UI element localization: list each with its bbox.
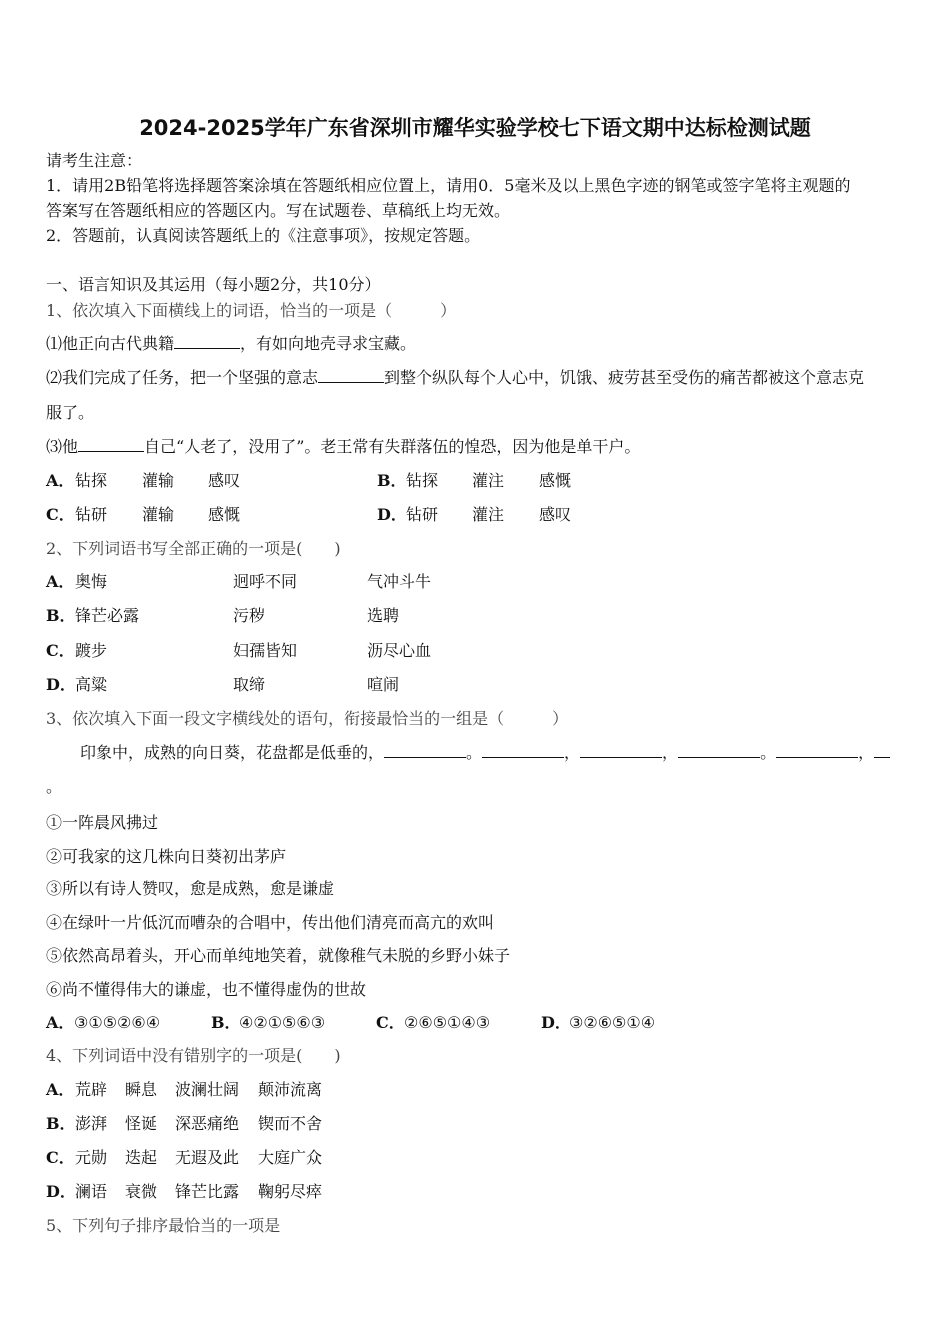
option-word: 鞠躬尽瘁	[258, 1182, 323, 1201]
q3-sentence: ⑥尚不懂得伟大的谦虚，也不懂得虚伪的世故	[46, 980, 367, 999]
option-word: 钻研	[406, 505, 439, 524]
option-label: B．	[46, 606, 76, 625]
option-word: 气冲斗牛	[367, 572, 432, 591]
notice-item-2: 2．答题前，认真阅读答题纸上的《注意事项》，按规定答题。	[46, 226, 481, 245]
option-word: 沥尽心血	[367, 641, 432, 660]
option-word: 大庭广众	[258, 1148, 323, 1167]
blank	[776, 743, 858, 758]
blank	[318, 368, 384, 383]
q1-sentence-2-cont: 服了。	[46, 403, 95, 422]
option-label: D．	[541, 1013, 571, 1032]
q3-sentence: ②可我家的这几株向日葵初出茅庐	[46, 847, 287, 866]
option-word: 奥悔	[75, 572, 108, 591]
option-label: D．	[46, 1182, 76, 1201]
punct: ，	[564, 743, 581, 762]
q3-sentence: ④在绿叶一片低沉而嘈杂的合唱中，传出他们清亮而高亢的欢叫	[46, 913, 495, 932]
option-word: 深恶痛绝	[175, 1114, 240, 1133]
option-word: 感叹	[208, 471, 241, 490]
option-word: 波澜壮阔	[175, 1080, 240, 1099]
option-word: 感慨	[208, 505, 241, 524]
page-title: 2024-2025学年广东省深圳市耀华实验学校七下语文期中达标检测试题	[139, 116, 811, 140]
option-word: 感叹	[539, 505, 572, 524]
option-word: 衰微	[125, 1182, 158, 1201]
option-word: 锋芒比露	[175, 1182, 240, 1201]
option-word: 高粱	[75, 675, 108, 694]
q3-sentence: ⑤依然高昂着头，开心而单纯地笑着，就像稚气未脱的乡野小妹子	[46, 946, 511, 965]
option-word: 颠沛流离	[258, 1080, 323, 1099]
notice-heading: 请考生注意：	[46, 151, 143, 170]
q3-passage	[80, 743, 890, 763]
text: ，有如向地壳寻求宝藏。	[240, 334, 417, 353]
option-word: 钻研	[75, 505, 108, 524]
option-label: C．	[376, 1013, 405, 1032]
option-label: B．	[377, 471, 407, 490]
option-label: B．	[211, 1013, 241, 1032]
option-value: ③②⑥⑤①④	[569, 1013, 656, 1032]
option-word: 灌注	[472, 505, 505, 524]
question-2-stem: 2、下列词语书写全部正确的一项是( )	[46, 539, 341, 558]
q1-sentence-2	[46, 368, 864, 388]
option-word: 元勋	[75, 1148, 108, 1167]
punct: ，	[662, 743, 679, 762]
option-label: C．	[46, 641, 75, 660]
blank	[874, 743, 890, 758]
option-label: D．	[377, 505, 407, 524]
question-4-stem: 4、下列词语中没有错别字的一项是( )	[46, 1046, 341, 1065]
option-value: ②⑥⑤①④③	[404, 1013, 491, 1032]
option-label: B．	[46, 1114, 76, 1133]
option-value: ④②①⑤⑥③	[239, 1013, 326, 1032]
blank	[174, 334, 240, 349]
option-word: 迭起	[125, 1148, 158, 1167]
question-1-stem: 1、依次填入下面横线上的词语，恰当的一项是（ ）	[46, 301, 457, 320]
text: ⑶他	[46, 437, 79, 456]
q3-sentence: ①一阵晨风拂过	[46, 813, 159, 832]
text: ⑴他正向古代典籍	[46, 334, 175, 353]
option-label: A．	[46, 1013, 75, 1032]
option-label: A．	[46, 572, 75, 591]
text: 到整个纵队每个人心中，饥饿、疲劳甚至受伤的痛苦都被这个意志克	[384, 368, 865, 387]
option-label: A．	[46, 1080, 75, 1099]
blank	[78, 437, 144, 452]
q1-sentence-3	[46, 437, 640, 457]
option-word: 灌注	[472, 471, 505, 490]
option-word: 无遐及此	[175, 1148, 240, 1167]
blank	[678, 743, 760, 758]
text: 自己“人老了，没用了”。老王常有失群落伍的惶恐，因为他是单干户。	[144, 437, 641, 456]
option-word: 妇孺皆知	[233, 641, 298, 660]
text: 印象中，成熟的向日葵，花盘都是低垂的，	[80, 743, 385, 762]
option-word: 污秽	[233, 606, 266, 625]
question-3-stem: 3、依次填入下面一段文字横线处的语句，衔接最恰当的一组是（ ）	[46, 709, 569, 728]
option-word: 荒辟	[75, 1080, 108, 1099]
option-word: 瞬息	[125, 1080, 158, 1099]
option-word: 感慨	[539, 471, 572, 490]
blank	[482, 743, 564, 758]
option-word: 钻探	[406, 471, 439, 490]
blank	[580, 743, 662, 758]
option-label: C．	[46, 505, 75, 524]
q1-sentence-1	[46, 334, 416, 354]
option-word: 喧闹	[367, 675, 400, 694]
option-word: 选聘	[367, 606, 400, 625]
option-label: A．	[46, 471, 75, 490]
punct: 。	[466, 743, 483, 762]
option-word: 踱步	[75, 641, 108, 660]
q3-passage-end: 。	[46, 777, 63, 796]
question-5-stem: 5、下列句子排序最恰当的一项是	[46, 1216, 281, 1235]
option-word: 灌输	[142, 471, 175, 490]
notice-item-1: 1．请用2B铅笔将选择题答案涂填在答题纸相应位置上，请用0．5毫米及以上黑色字迹的钢笔或签字笔将主观题的	[46, 176, 851, 195]
option-word: 灌输	[142, 505, 175, 524]
text: ⑵我们完成了任务，把一个坚强的意志	[46, 368, 319, 387]
option-word: 澜语	[75, 1182, 108, 1201]
option-word: 锲而不舍	[258, 1114, 323, 1133]
option-label: C．	[46, 1148, 75, 1167]
punct: ，	[858, 743, 875, 762]
option-label: D．	[46, 675, 76, 694]
option-word: 锋芒必露	[75, 606, 140, 625]
section-heading: 一、语言知识及其运用（每小题2分，共10分）	[46, 275, 381, 294]
punct: 。	[760, 743, 777, 762]
q3-sentence: ③所以有诗人赞叹，愈是成熟，愈是谦虚	[46, 879, 335, 898]
option-word: 钻探	[75, 471, 108, 490]
notice-item-1-cont: 答案写在答题纸相应的答题区内。写在试题卷、草稿纸上均无效。	[46, 201, 511, 220]
option-word: 怪诞	[125, 1114, 158, 1133]
option-word: 迥呼不同	[233, 572, 298, 591]
option-value: ③①⑤②⑥④	[74, 1013, 161, 1032]
option-word: 取缔	[233, 675, 266, 694]
option-word: 澎湃	[75, 1114, 108, 1133]
blank	[384, 743, 466, 758]
